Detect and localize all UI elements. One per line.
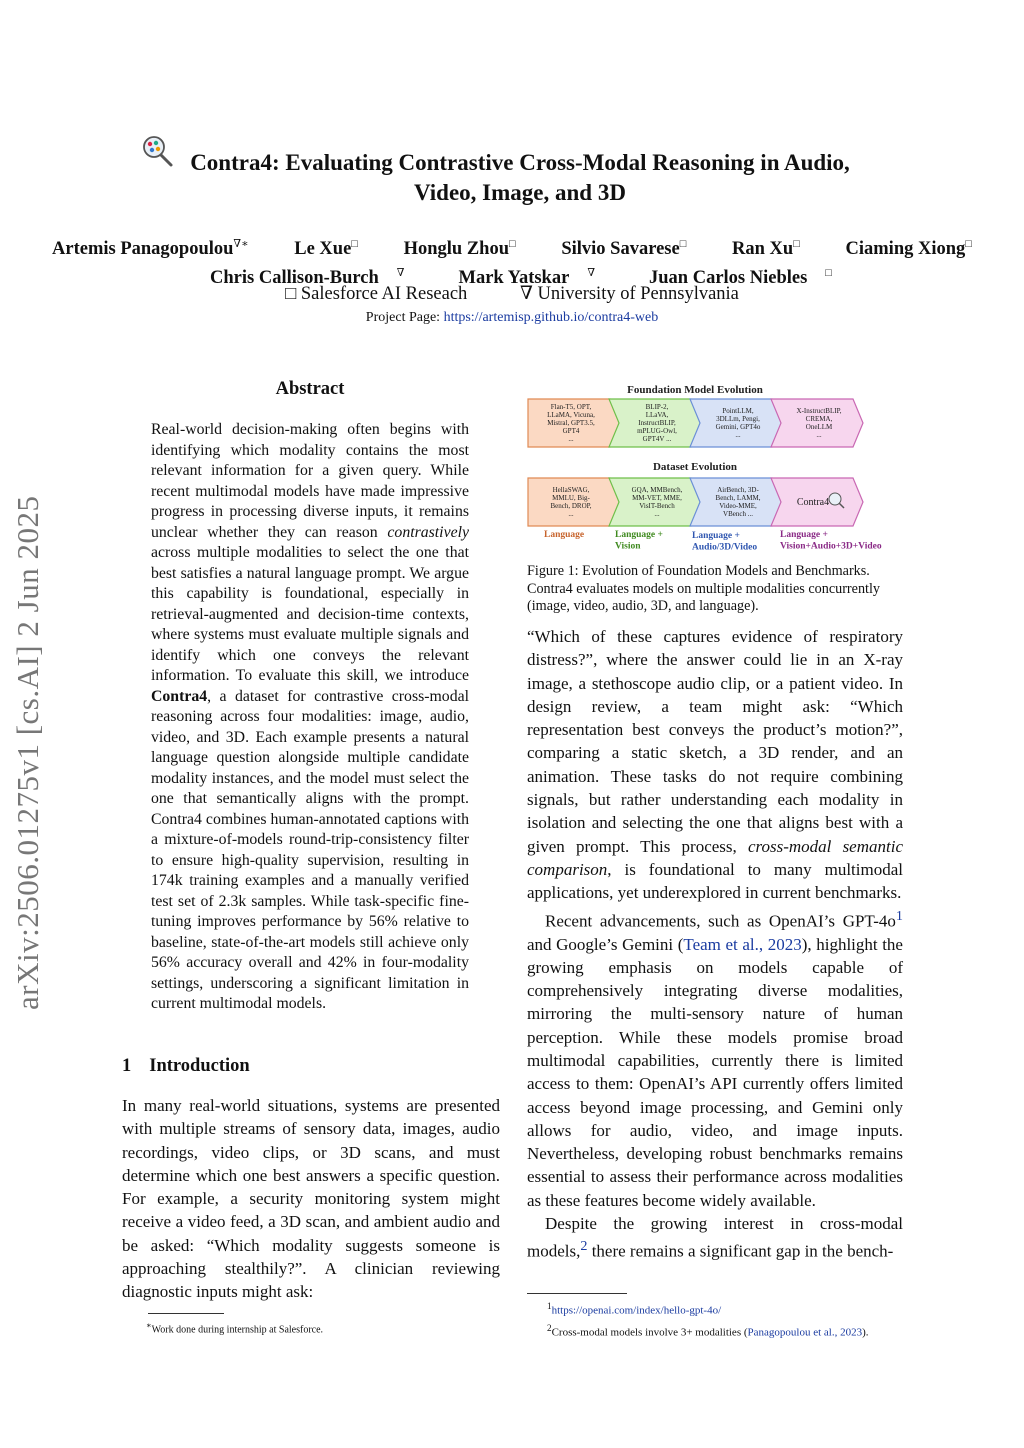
bottom-chevron-1-line-2: VisIT-Bench [639, 502, 675, 510]
project-page [200, 310, 824, 326]
author-name: Ciaming Xiong [845, 239, 966, 260]
project-link[interactable]: https://artemisp.github.io/contra4-web [443, 310, 659, 325]
top-chevron-0-line-4: ... [568, 435, 574, 443]
author-affiliation-mark: □ [351, 238, 358, 250]
top-chevron-2-line-2: Gemini, GPT4o [715, 423, 761, 431]
p1-text-a: “Which of these captures evidence of respiratory distress?”, where the answer could lie in an X-ray image, a stethoscope audio clip, or a patient video. In design review, a team might ask: “Which representation best conveys the product’s motion?”, comparing a static sketch, a 3D render, and an animation. These tasks do not require combining signals, but rather understanding each modality in isolation and selecting the one that aligns best with a given prompt. This process, [527, 627, 903, 856]
caption-text: Evolution of Foundation Models and Benchmarks. Contra4 evaluates models on multiple modalities concurrently (image, video, audio, 3D, and language). [527, 563, 881, 614]
footnote-ref-2[interactable]: 2 [580, 1238, 588, 1255]
bottom-chevron-1-line-1: MM-VET, MME, [632, 494, 682, 502]
abstract-italic: contrastively [387, 523, 469, 541]
author-affiliation-mark: □ [965, 238, 972, 250]
footnote-internship [146, 1320, 323, 1335]
figure-title-mid: Dataset Evolution [652, 461, 738, 473]
abstract-text-3: , a dataset for contrastive cross-modal reasoning across four modalities: image, audio, video, and 3D. Each example presents a natural language question alongside multiple candidate modality instances, and the model must select the one that semantically aligns with the prompt. Contra4 combines human-annotated captions with a mixture-of-models round-trip-consistency filter to ensure high-quality supervision, resulting in 174k training examples and a manually verified test set of 2.3k samples. While task-specific fine-tuning improves performance by 56% relative to baseline, state-of-the-art models still achieve only 56% accuracy overall and 42% in four-modality settings, underscoring a significant limitation in current multimodal models. [151, 687, 469, 1012]
author-3 [561, 232, 686, 261]
section-number: 1 [122, 1056, 132, 1076]
figure-title-top: Foundation Model Evolution [627, 384, 763, 396]
author-2 [404, 232, 516, 261]
footnote-1-link[interactable]: https://openai.com/index/hello-gpt-4o/ [551, 1304, 722, 1317]
figure-label-3-line-1: Vision+Audio+3D+Video [780, 541, 882, 552]
figure-label-1-line-0: Language + [615, 530, 663, 540]
top-chevron-2-line-1: 3DLLm, Pengi, [716, 415, 760, 423]
top-chevron-1-line-4: GPT4V ... [642, 435, 672, 443]
bottom-chevron-1-line-3: ... [654, 510, 660, 518]
citation-panagopoulou-2023[interactable]: Panagopoulou et al., 2023 [747, 1326, 863, 1339]
bottom-chevron-2-line-3: VBench ... [723, 510, 753, 518]
footnote-2-mark: 2 [547, 1322, 552, 1333]
figure-label-0-line-0: Language [544, 530, 585, 540]
title-line-2: Video, Image, and 3D [414, 180, 626, 205]
section-title: Introduction [149, 1056, 250, 1076]
author-affiliation-mark: ∇∗ [233, 238, 249, 250]
footnotes-right [547, 1298, 869, 1341]
author-5 [846, 232, 972, 261]
top-chevron-0-line-1: LLaMA, Vicuna, [547, 411, 595, 419]
top-chevron-2-line-0: PointLLM, [722, 407, 754, 415]
author-0 [52, 232, 249, 261]
bottom-chevron-0-line-3: ... [568, 510, 574, 518]
author-name: Le Xue [294, 239, 352, 260]
author-name: Mark Yatskar [458, 268, 570, 289]
affiliations [200, 282, 824, 306]
bottom-chevron-0-line-1: MMLU, Big- [552, 494, 590, 502]
author-affiliation-mark: □ [793, 238, 800, 250]
author-affiliation-mark: □ [679, 238, 687, 250]
abstract-heading: Abstract [275, 379, 345, 399]
citation-team-2023[interactable]: Team et al., 2023 [683, 934, 802, 954]
bottom-chevron-2-line-1: Bench, LAMM, [715, 494, 761, 502]
footnote-ref-1[interactable]: 1 [895, 907, 903, 924]
intro-right-column [527, 625, 903, 1263]
footnote-2 [547, 1320, 869, 1342]
footnote-mark: ∗ [146, 1321, 152, 1330]
author-name: Honglu Zhou [403, 239, 510, 260]
abstract-text-1: Real-world decision-making often begins with identifying which modality contains the most relevant information for a given query. While recent multimodal models have made impressive progress in processing diverse inputs, it remains unclear whether they can reason [151, 421, 469, 541]
author-name: Ran Xu [732, 239, 794, 260]
p2-text-c: ), highlight the growing emphasis on models capable of comprehensively integrating diverse modalities, mirroring the multi-sensory nature of human perception. While these models promise broad multimodal capabilities, currently there is limited access to them: OpenAI’s API currently offers limited access beyond image processing, and Gemini only allows for audio, video, and image inputs. Nevertheless, developing robust benchmarks remains essential to assess their performance across modalities as these features become widely available. [527, 934, 903, 1210]
footnote-text: Work done during internship at Salesforce. [151, 1324, 324, 1336]
abstract-body [151, 420, 469, 1015]
figure-label-2-line-1: Audio/3D/Video [692, 542, 758, 553]
author-affiliation-mark: ∇ [587, 267, 595, 280]
bottom-chevron-2-line-0: AirBench, 3D- [717, 486, 759, 494]
section-heading-introduction [122, 1056, 250, 1077]
p3-text-a: Despite the growing interest in cross-modal models, [527, 1214, 903, 1262]
p2-text-b: and Google’s Gemini ( [527, 934, 684, 954]
author-affiliation-mark: □ [509, 238, 516, 250]
top-chevron-0-line-2: Mistral, GPT3.5, [547, 419, 595, 427]
top-chevron-2-line-3: ... [735, 431, 741, 439]
top-chevron-3-line-0: X-InstructBLIP, [796, 407, 842, 415]
footnote-1 [547, 1298, 869, 1320]
figure-label-2-line-0: Language + [692, 531, 740, 541]
top-chevron-3-line-2: OneLLM [805, 423, 833, 431]
figure-1 [525, 380, 910, 558]
affiliation-upenn: ∇ University of Pennsylvania [519, 284, 739, 304]
bottom-chevron-2-line-2: Video-MME, [719, 502, 757, 510]
intro-paragraph-2 [527, 905, 903, 1213]
bottom-chevron-3-contra4: Contra4 [796, 497, 830, 508]
author-affiliation-mark: ∇ [396, 267, 405, 280]
figure-label-3-line-0: Language + [780, 530, 828, 540]
figure-label-1-line-1: Vision [615, 541, 641, 552]
top-chevron-0-line-3: GPT4 [562, 427, 580, 435]
p3-text-b: there remains a significant gap in the bench- [587, 1242, 894, 1262]
bottom-chevron-0-line-0: HellaSWAG, [552, 486, 590, 494]
footnote-rule-right [527, 1293, 627, 1294]
top-chevron-1-line-2: InstructBLIP, [638, 419, 676, 427]
footnote-rule-left [148, 1313, 224, 1314]
author-name: Silvio Savarese [561, 239, 680, 260]
top-chevron-1-line-1: LLaVA, [645, 411, 669, 419]
caption-label: Figure 1: [527, 563, 579, 579]
bottom-chevron-1-line-0: GQA, MMBench, [631, 486, 683, 494]
top-chevron-0-line-0: Flan-T5, OPT, [550, 403, 592, 411]
author-1 [294, 232, 358, 261]
paper-title [120, 148, 920, 208]
abstract-text-2: across multiple modalities to select the one that best satisfies a natural language prompt. We argue this capability is foundational, especially in retrieval-augmented and decision-time contexts, where systems must evaluate multiple signals and identify which one conveys the relevant information. To evaluate this skill, we introduce [151, 544, 469, 684]
footnote-1-mark: 1 [547, 1301, 552, 1311]
figure-1-diagram [525, 380, 910, 558]
arxiv-stamp: arXiv:2506.01275v1 [cs.AI] 2 Jun 2025 [10, 495, 45, 1010]
intro-paragraph-1 [527, 625, 903, 905]
author-name: Chris Callison-Burch [210, 268, 379, 289]
intro-paragraph-3 [527, 1212, 903, 1263]
figure-1-caption [527, 563, 907, 616]
bottom-chevron-0-line-2: Bench, DROP, [550, 502, 592, 510]
title-line-1: Contra4: Evaluating Contrastive Cross-Modal Reasoning in Audio, [190, 150, 850, 175]
top-chevron-1-line-3: mPLUG-Owl, [637, 427, 677, 435]
p2-text-a: Recent advancements, such as OpenAI’s GPT-4o [545, 911, 896, 931]
abstract-bold: Contra4 [151, 687, 208, 705]
project-label: Project Page: [365, 310, 441, 325]
p1-italic: cross-modal semantic comparison [527, 836, 903, 879]
top-chevron-1-line-0: BLIP-2, [645, 403, 669, 411]
footnote-2-text-a: Cross-modal models involve 3+ modalities ( [551, 1326, 748, 1339]
top-chevron-3-line-3: ... [816, 431, 822, 439]
affiliation-salesforce: □ Salesforce AI Reseach [285, 284, 468, 304]
author-affiliation-mark: □ [825, 267, 832, 280]
authors-row-1 [40, 232, 984, 261]
author-name: Artemis Panagopoulou [52, 239, 234, 260]
p1-text-b: , is foundational to many multimodal applications, yet underexplored in current benchmarks. [527, 859, 903, 903]
footnote-2-text-b: ). [862, 1326, 869, 1339]
author-name: Juan Carlos Niebles [649, 268, 808, 289]
top-chevron-3-line-1: CREMA, [805, 415, 833, 423]
intro-left-column: In many real-world situations, systems are presented with multiple streams of sensory data, images, audio recordings, video clips, or 3D scans, and must determine which one best answers a specific question. For example, a security monitoring system might receive a video feed, a 3D scan, and ambient audio and be asked: “Which modality suggests someone is approaching stealthily?”. A clinician reviewing diagnostic inputs might ask: [122, 1096, 500, 1302]
author-4 [732, 232, 800, 261]
